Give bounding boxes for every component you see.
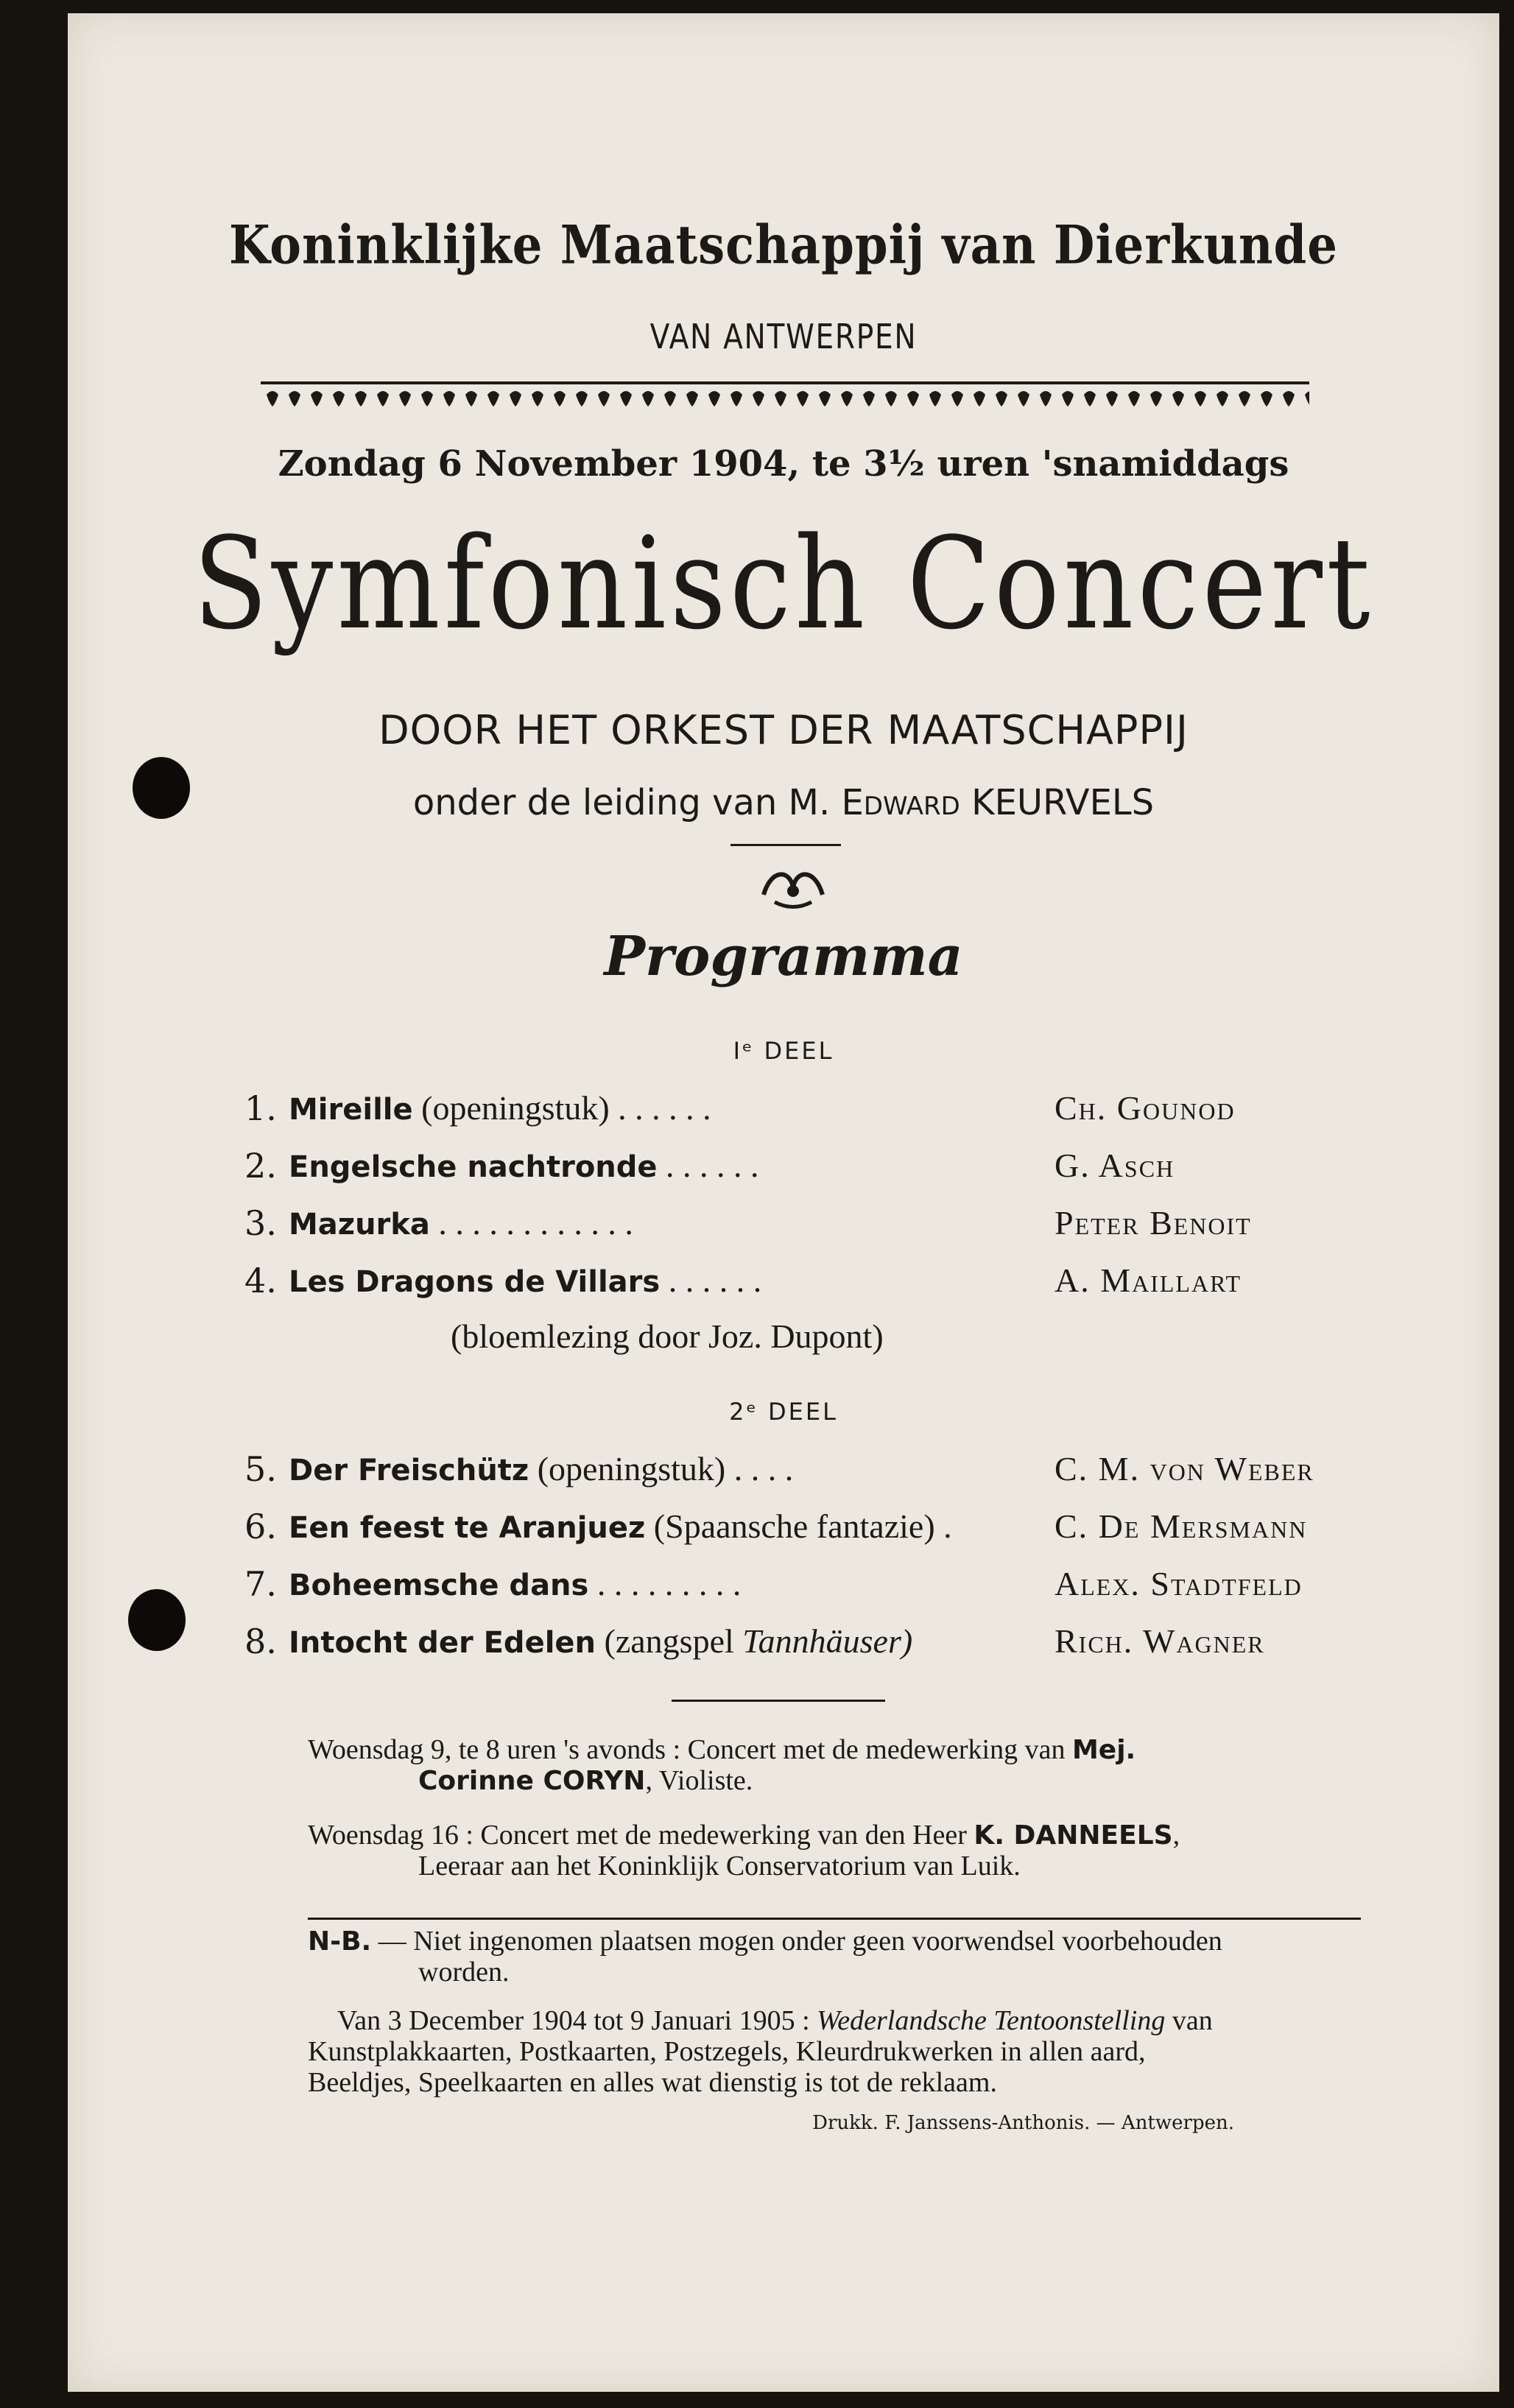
announcement-2 xyxy=(308,1820,1361,1882)
item-dots: . . . . . . xyxy=(668,1261,762,1299)
nb-text: — Niet ingenomen plaatsen mogen onder geen voorwendsel voorbehouden xyxy=(378,1926,1222,1957)
announcement-text: Leeraar aan het Koninklijk Conservatorium van Luik. xyxy=(418,1850,1021,1881)
item-piece xyxy=(289,1622,912,1661)
item-number: 1. xyxy=(244,1088,277,1128)
item-dots: . . . . . . . . . xyxy=(596,1565,742,1602)
item-note: (zangspel xyxy=(604,1622,734,1660)
program-item xyxy=(244,1261,1379,1312)
item-piece xyxy=(289,1203,633,1242)
exhibition-name: Wederlandsche Tentoonstelling xyxy=(817,2005,1166,2036)
punch-hole xyxy=(128,1589,186,1651)
divider xyxy=(730,844,841,846)
printer-credit: Drukk. F. Janssens-Anthonis. — Antwerpen. xyxy=(812,2112,1234,2134)
concert-title: Symfonisch Concert xyxy=(193,510,1374,658)
item-composer: A. Maillart xyxy=(1054,1261,1242,1299)
exhibition-text: Van 3 December 1904 tot 9 Januari 1905 : xyxy=(337,2005,810,2036)
item-piece xyxy=(289,1507,952,1546)
society-name: Koninklijke Maatschappij van Dierkunde xyxy=(229,214,1338,277)
program-item xyxy=(244,1088,1379,1140)
item-number: 3. xyxy=(244,1203,277,1243)
society-city: VAN ANTWERPEN xyxy=(649,317,918,356)
exhibition-notice xyxy=(308,2006,1361,2098)
program-item xyxy=(244,1564,1379,1616)
concert-date: Zondag 6 November 1904, te 3½ uren 'snamiddags xyxy=(278,443,1289,485)
item-number: 6. xyxy=(244,1507,277,1546)
program-sheet xyxy=(68,13,1499,2392)
item-dots: . . . . . . xyxy=(618,1089,711,1127)
item-title: Intocht der Edelen xyxy=(289,1626,596,1660)
item-title: Mireille xyxy=(289,1093,413,1127)
announcement-1 xyxy=(308,1735,1361,1797)
item-composer: Rich. Wagner xyxy=(1054,1622,1265,1660)
item-composer: Peter Benoit xyxy=(1054,1204,1252,1242)
item-dots: . . . . xyxy=(733,1450,794,1488)
item-title: Der Freischütz xyxy=(289,1454,529,1488)
program-item xyxy=(244,1622,1379,1673)
item-note: (openingstuk) xyxy=(421,1089,610,1127)
item-piece xyxy=(289,1088,711,1127)
announcement-text: , Violiste. xyxy=(645,1764,753,1796)
item-title: Boheemsche dans xyxy=(289,1569,589,1602)
item-composer: Ch. Gounod xyxy=(1054,1089,1236,1127)
item-title: Les Dragons de Villars xyxy=(289,1265,661,1299)
item-dots: . . . . . . xyxy=(666,1147,759,1184)
part1-label: Iᵉ DEEL xyxy=(733,1037,834,1065)
divider xyxy=(672,1700,885,1702)
item-piece xyxy=(289,1261,761,1300)
part2-label: 2ᵉ DEEL xyxy=(729,1398,838,1426)
conductor-line xyxy=(68,782,1499,823)
item-title: Engelsche nachtronde xyxy=(289,1150,658,1184)
program-item xyxy=(244,1449,1379,1501)
item-number: 4. xyxy=(244,1261,277,1300)
announcement-text: , xyxy=(1172,1820,1180,1851)
orchestra-line: DOOR HET ORKEST DER MAATSCHAPPIJ xyxy=(378,707,1189,753)
item-note: (openingstuk) xyxy=(537,1450,726,1488)
item-piece xyxy=(289,1449,793,1488)
program-heading: Programma xyxy=(604,925,963,988)
item-number: 2. xyxy=(244,1146,277,1186)
announcement-bold: Mej. xyxy=(1071,1735,1136,1765)
part1-subline: (bloemlezing door Joz. Dupont) xyxy=(451,1317,884,1355)
announcement-bold: Corinne CORYN xyxy=(418,1765,646,1796)
item-piece xyxy=(289,1564,741,1603)
item-dots: . . . . . . . . . . . . xyxy=(438,1204,633,1242)
program-item xyxy=(244,1507,1379,1558)
nb-notice xyxy=(308,1926,1361,1988)
item-note: (Spaansche fantazie) xyxy=(653,1507,935,1545)
divider xyxy=(308,1918,1361,1920)
announcement-text: Woensdag 16 : Concert met de medewerking van den Heer xyxy=(308,1820,967,1851)
item-composer: Alex. Stadtfeld xyxy=(1054,1565,1303,1602)
announcement-bold: K. DANNEELS xyxy=(973,1820,1173,1851)
item-piece xyxy=(289,1146,759,1185)
item-note-italic: Tannhäuser) xyxy=(742,1622,913,1660)
item-number: 7. xyxy=(244,1564,277,1604)
item-composer: C. M. von Weber xyxy=(1054,1450,1314,1488)
item-composer: C. De Mersmann xyxy=(1054,1507,1308,1545)
item-number: 8. xyxy=(244,1622,277,1661)
item-dots: . xyxy=(943,1507,952,1545)
ornamental-border xyxy=(261,379,1309,430)
exhibition-text: Beeldjes, Speelkaarten en alles wat dienstig is tot de reklaam. xyxy=(308,2066,997,2098)
conductor-prefix: onder de leiding van M. xyxy=(412,782,831,823)
program-item xyxy=(244,1146,1379,1197)
item-title: Mazurka xyxy=(289,1208,430,1242)
item-number: 5. xyxy=(244,1449,277,1489)
nb-label: N-B. xyxy=(308,1926,372,1957)
item-title: Een feest te Aranjuez xyxy=(289,1511,646,1545)
exhibition-text: Kunstplakkaarten, Postkaarten, Postzegels, Kleurdrukwerken in allen aard, xyxy=(308,2035,1146,2067)
exhibition-text: van xyxy=(1172,2005,1213,2036)
nb-text: worden. xyxy=(418,1956,510,1988)
conductor-first-name: Edward xyxy=(841,782,960,823)
item-composer: G. Asch xyxy=(1054,1147,1175,1184)
announcement-text: Woensdag 9, te 8 uren 's avonds : Concert met de medewerking van xyxy=(308,1734,1066,1765)
conductor-last-name: KEURVELS xyxy=(971,782,1155,823)
program-item xyxy=(244,1203,1379,1255)
fleuron-ornament xyxy=(753,862,834,913)
